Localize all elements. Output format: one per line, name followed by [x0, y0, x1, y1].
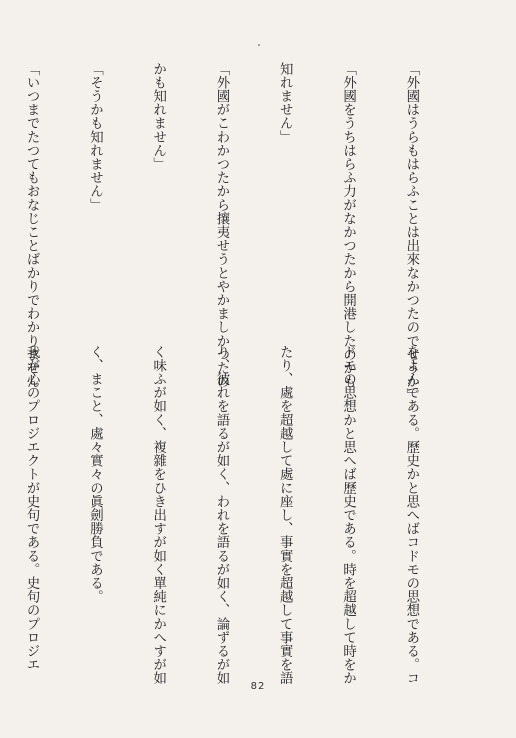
- top-text-block: [24, 62, 464, 402]
- text-column: たり、處を超越して處に座し、事實を超越して事實を語: [277, 345, 293, 685]
- text-column: かも知れません」: [150, 62, 166, 171]
- text-column: 「外國はうらもはらふことは出來なかつたのでせうか」: [403, 62, 419, 402]
- ink-speck: [258, 44, 260, 46]
- text-column: をよんである。歷史かと思へばコドモの思想である。コ: [403, 345, 419, 685]
- text-column: 「外國がこわかつたから攘夷せうとやかましかつたの: [213, 62, 229, 389]
- text-column: く味ふが如く、複雜をひき出すが如く單純にかへすが如: [150, 345, 166, 685]
- bottom-text-block: [24, 345, 464, 685]
- text-column: 我が心のプロジエクトが史句である。史句のプロジエ: [24, 345, 40, 672]
- text-column: 「外國をうちはらふ力がなかつたから開港したのかも: [340, 62, 356, 389]
- page-number: 82: [250, 681, 266, 692]
- text-column: 「そうかも知れません」: [87, 62, 103, 212]
- text-column: 知れません」: [277, 62, 293, 144]
- text-column: 「いつまでたつてもおなじことばかりでわかりません: [24, 62, 40, 389]
- text-column: り、彼れを語るが如く、われを語るが如く、論ずるが如: [213, 345, 229, 685]
- text-column: ドモの思想かと思へば歷史である。時を超越して時をか: [340, 345, 356, 685]
- text-column: く、まこと、處々實々の眞劍勝負である。: [87, 345, 103, 604]
